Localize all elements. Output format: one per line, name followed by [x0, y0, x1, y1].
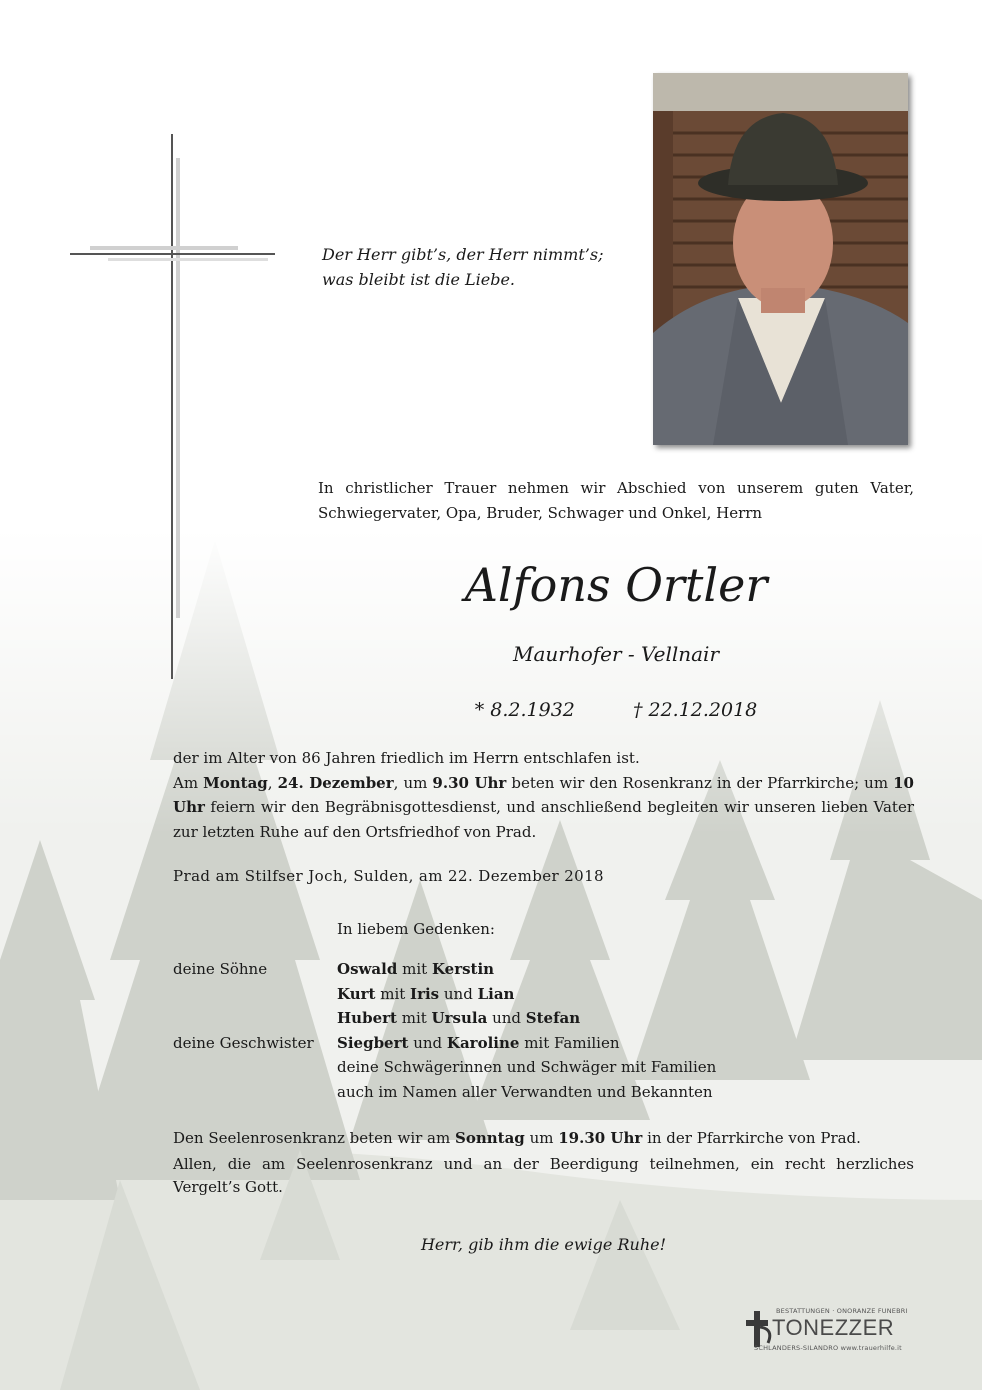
service-paragraph: Am Montag, 24. Dezember, um 9.30 Uhr beten wir den Rosenkranz in der Pfarrkirche; um 10 Uhr feiern wir den Begräbnisgottesdienst, und anschließend begleiten wir unseren lieben Vater zur letzten Ruhe auf den Ortsfriedhof von Prad.: [173, 773, 914, 841]
list-item: deine Geschwister Siegbert und Karoline mit Familien: [173, 1031, 716, 1056]
closing-text: [173, 1127, 914, 1202]
motto-line-1: Der Herr gibt’s, der Herr nimmt’s;: [322, 245, 604, 264]
gedenken-heading: In liebem Gedenken:: [337, 920, 495, 938]
thanks-line: Allen, die am Seelenrosenkranz und an der Beerdigung teilnehmen, ein recht herzliches Vergelt’s Gott.: [173, 1154, 914, 1196]
birth-date: * 8.2.1932: [474, 699, 575, 721]
list-item: Kurt mit Iris und Lian: [337, 984, 515, 1003]
announcement-text: [173, 746, 914, 844]
list-item: deine Schwägerinnen und Schwäger mit Familien: [337, 1058, 717, 1076]
death-date: † 22.12.2018: [632, 699, 758, 721]
logo-tagline: BESTATTUNGEN · ONORANZE FUNEBRI: [776, 1307, 908, 1315]
motto-line-2: was bleibt ist die Liebe.: [322, 270, 515, 289]
age-line: der im Alter von 86 Jahren friedlich im Herrn entschlafen ist.: [173, 749, 640, 767]
farm-name: Maurhofer - Vellnair: [512, 642, 720, 666]
deceased-name: Alfons Ortler: [464, 558, 768, 612]
intro-text: In christlicher Trauer nehmen wir Abschied von unserem guten Vater, Schwiegervater, Opa, Bruder, Schwager und Onkel, Herrn: [318, 479, 914, 522]
logo-brand: TONEZZER: [772, 1315, 895, 1340]
cross-icon: [60, 128, 290, 688]
sons-label: deine Söhne: [173, 960, 268, 978]
motto: [322, 242, 603, 292]
prayer: Herr, gib ihm die ewige Ruhe!: [420, 1235, 667, 1254]
logo-location: SCHLANDERS-SILANDRO www.trauerhilfe.it: [754, 1344, 902, 1352]
family-list: [173, 957, 716, 1104]
siblings-label: deine Geschwister: [173, 1033, 314, 1052]
life-dates: [318, 695, 914, 725]
list-item: Hubert mit Ursula und Stefan: [337, 1009, 581, 1027]
list-item: auch im Namen aller Verwandten und Bekannten: [337, 1082, 713, 1101]
funeral-home-logo: [744, 1307, 914, 1359]
place-date: Prad am Stilfser Joch, Sulden, am 22. Dezember 2018: [173, 867, 604, 885]
list-item: deine Söhne Oswald mit Kerstin: [173, 957, 716, 982]
rosary-line: Den Seelenrosenkranz beten wir am Sonntag um 19.30 Uhr in der Pfarrkirche von Prad.: [173, 1129, 861, 1147]
portrait-photo: [653, 73, 908, 445]
